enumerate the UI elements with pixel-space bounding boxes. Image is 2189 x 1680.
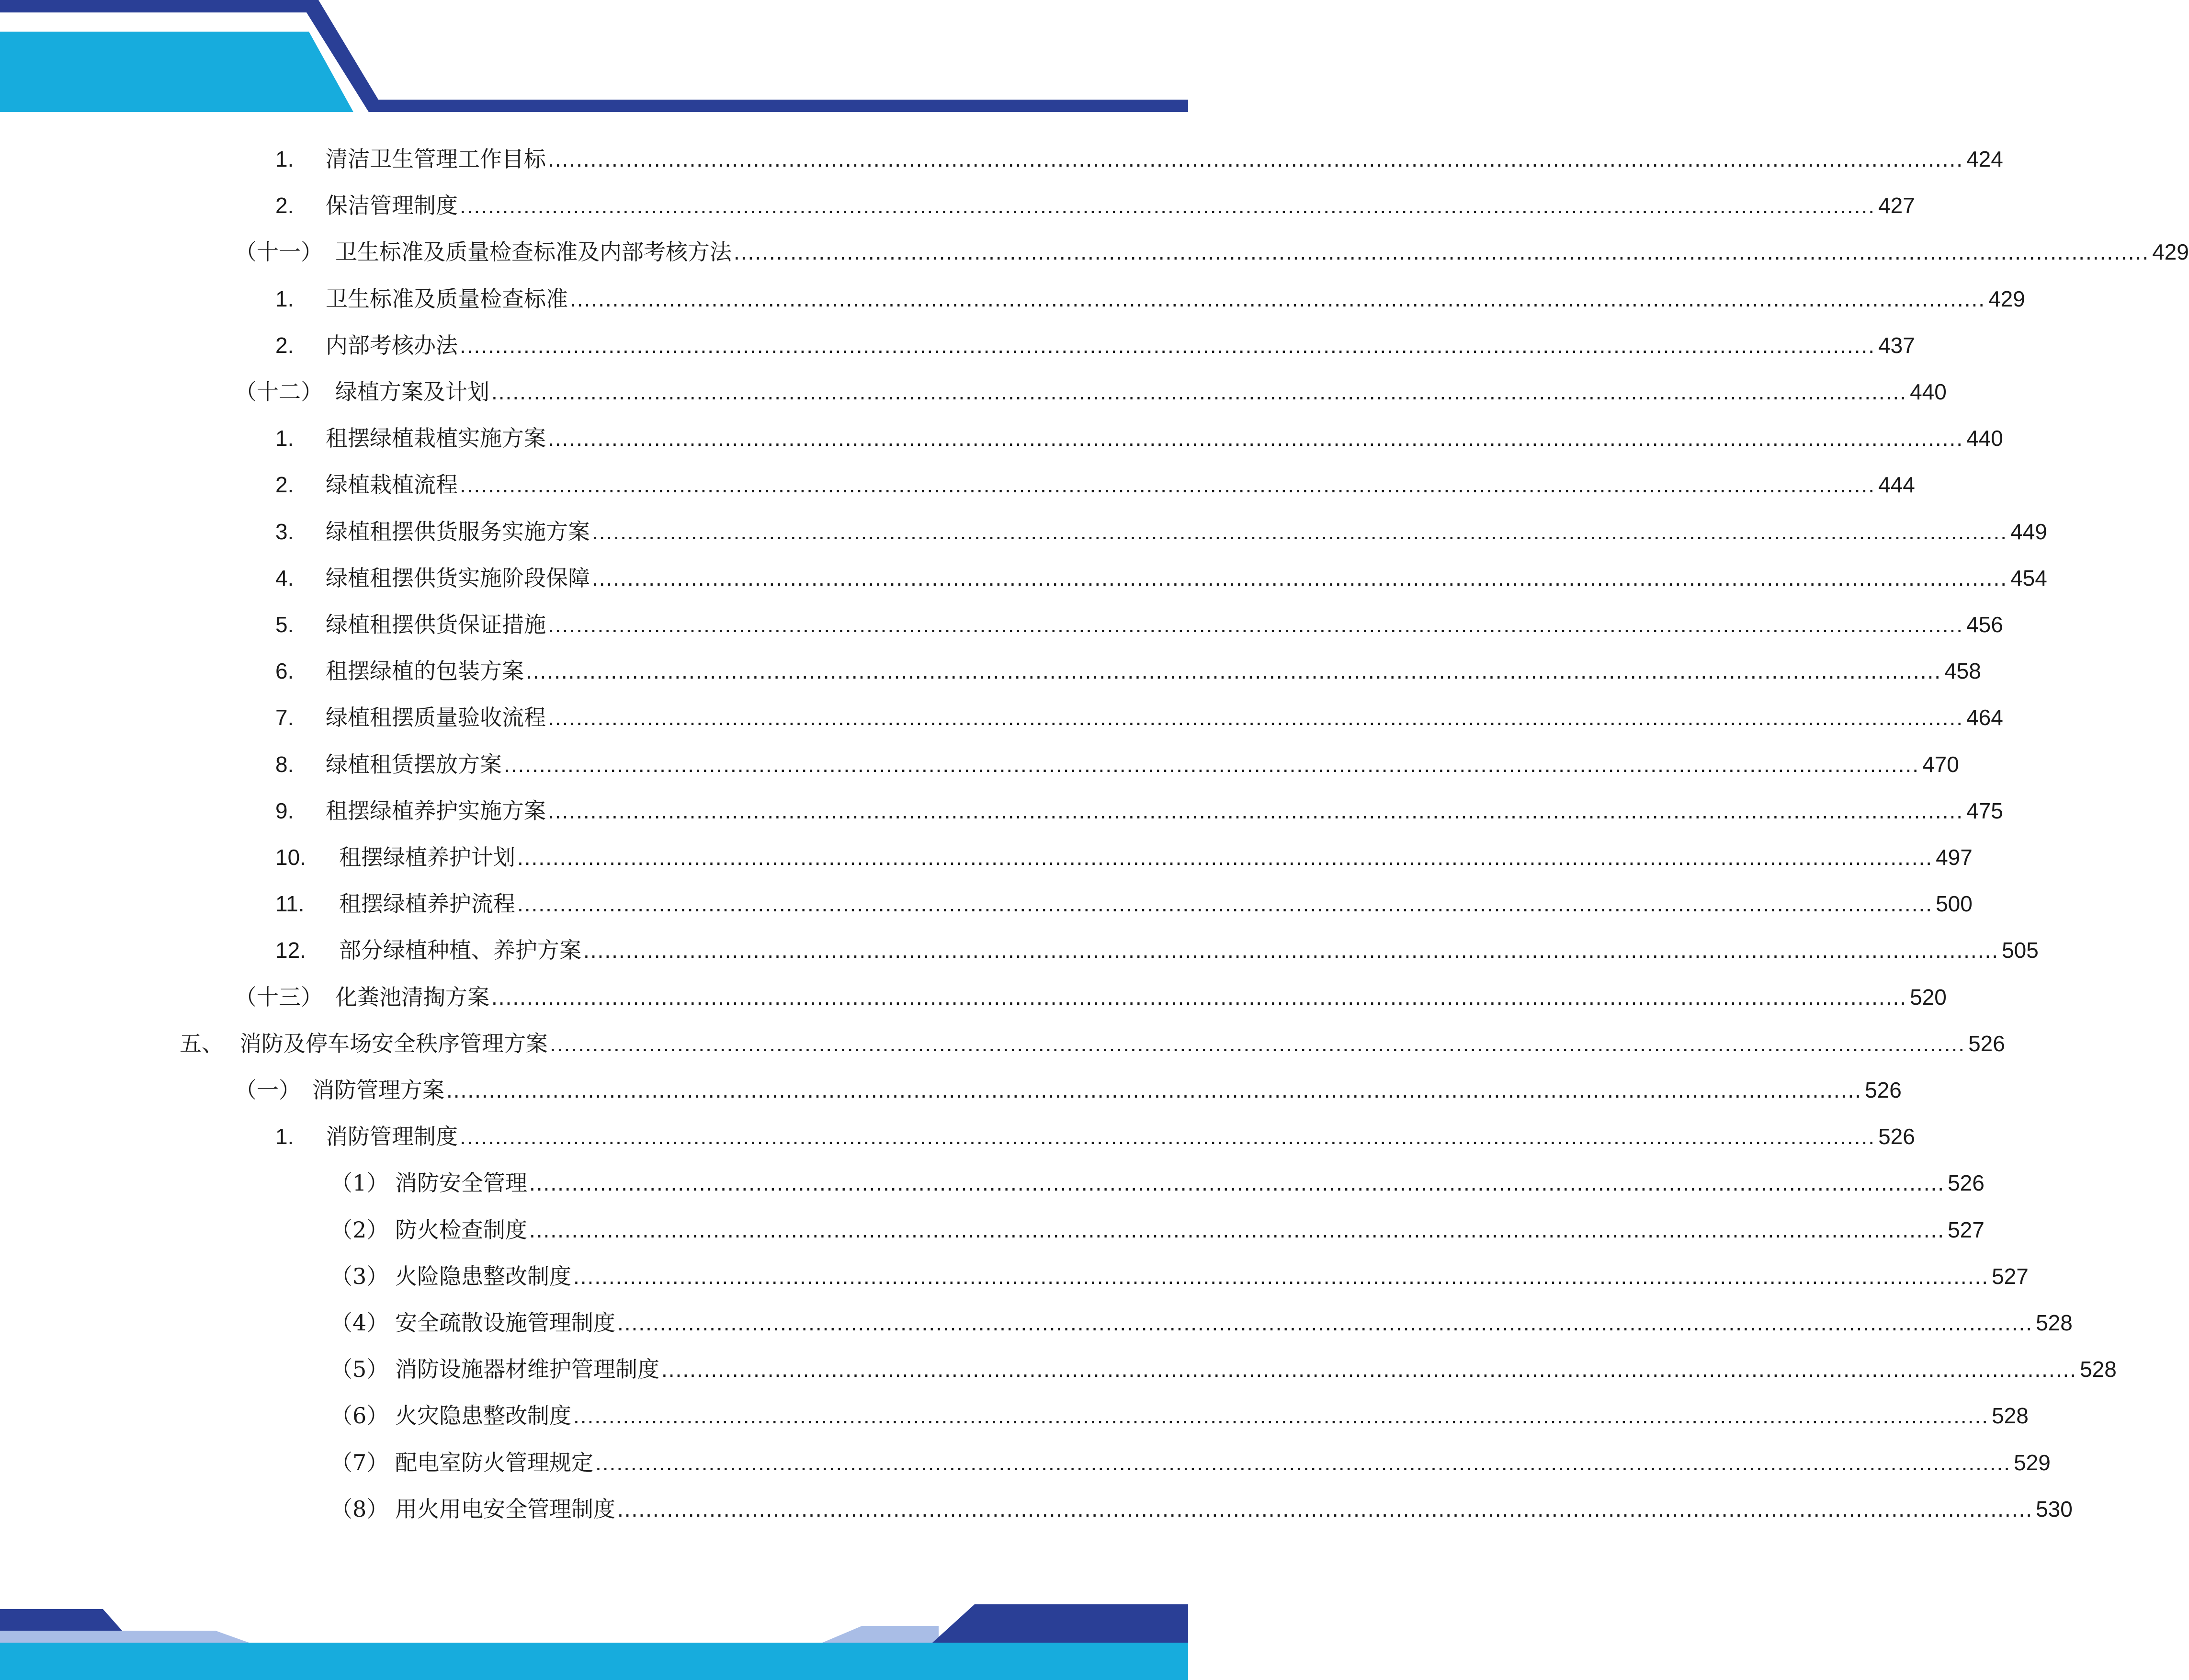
toc-entry[interactable] — [0, 885, 1973, 923]
toc-entry-line — [326, 1117, 1915, 1156]
toc-entry-title: 部分绿植种植、养护方案 — [339, 937, 581, 964]
toc-dot-leader: ........................................................................................................................................................................................................ — [548, 705, 1964, 730]
toc-entry-title: 绿植租赁摆放方案 — [326, 751, 502, 777]
toc-entry-line — [312, 1071, 1902, 1109]
toc-dot-leader: ........................................................................................................................................................................................................ — [529, 1170, 1945, 1196]
toc-entry[interactable] — [0, 931, 2039, 969]
toc-entry-line — [326, 140, 2003, 178]
toc-entry[interactable] — [0, 1350, 2117, 1388]
toc-dot-leader: ........................................................................................................................................................................................................ — [570, 286, 1986, 311]
toc-dot-leader: ........................................................................................................................................................................................................ — [548, 147, 1964, 171]
toc-entry-line — [326, 698, 2003, 737]
toc-entry[interactable] — [0, 373, 1947, 411]
toc-entry-number: 4. — [275, 565, 294, 590]
toc-dot-leader: ........................................................................................................................................................................................................ — [460, 193, 1876, 218]
toc-entry-page-number: 526 — [1865, 1078, 1902, 1102]
toc-entry-page-number: 449 — [2010, 519, 2047, 544]
toc-entry-title: 清洁卫生管理工作目标 — [326, 146, 546, 172]
toc-entry-page-number: 497 — [1936, 845, 1973, 870]
toc-entry[interactable] — [0, 605, 2003, 644]
toc-entry-number: 1. — [275, 426, 294, 451]
toc-entry-page-number: 526 — [1968, 1031, 2005, 1056]
toc-dot-leader: ........................................................................................................................................................................................................ — [548, 612, 1964, 637]
toc-entry-page-number: 526 — [1948, 1170, 1985, 1196]
toc-entry[interactable] — [0, 280, 2025, 318]
header-decoration — [0, 0, 1188, 115]
toc-entry[interactable] — [0, 1211, 1985, 1249]
toc-entry[interactable] — [0, 465, 1915, 504]
toc-entry-line — [326, 186, 1915, 225]
toc-entry-page-number: 440 — [1966, 426, 2003, 451]
toc-entry-title: 租摆绿植养护流程 — [339, 891, 515, 917]
toc-entry[interactable] — [0, 792, 2003, 830]
toc-dot-leader: ........................................................................................................................................................................................................ — [592, 565, 2008, 590]
header-light-blue-block — [0, 32, 353, 112]
toc-entry-title: 绿植租摆供货实施阶段保障 — [326, 565, 590, 591]
footer-light-blue-bar — [0, 1643, 1188, 1680]
toc-dot-leader: ........................................................................................................................................................................................................ — [573, 1263, 1989, 1289]
toc-entry[interactable] — [0, 419, 2003, 457]
toc-entry-line — [326, 745, 1959, 783]
toc-entry-page-number: 529 — [2014, 1450, 2051, 1475]
toc-entry-title: 绿植租摆供货保证措施 — [326, 612, 546, 637]
toc-entry-title: 卫生标准及质量检查标准 — [326, 285, 568, 312]
toc-entry-line — [395, 1211, 1985, 1249]
footer-dark-blue-left — [0, 1609, 122, 1631]
toc-dot-leader: ........................................................................................................................................................................................................ — [595, 1450, 2011, 1475]
toc-entry-number: 2. — [275, 472, 294, 498]
toc-dot-leader: ........................................................................................................................................................................................................ — [661, 1357, 2077, 1382]
toc-entry-number: 7. — [275, 705, 294, 730]
toc-entry-page-number: 444 — [1878, 472, 1915, 498]
toc-dot-leader: ........................................................................................................................................................................................................ — [529, 1217, 1945, 1242]
toc-entry-number: 8. — [275, 751, 294, 777]
toc-entry[interactable] — [0, 1490, 2073, 1528]
toc-entry-number: （1） — [330, 1170, 389, 1196]
toc-dot-leader: ........................................................................................................................................................................................................ — [526, 658, 1942, 684]
toc-entry-number: （十一） — [235, 239, 323, 265]
toc-entry-page-number: 505 — [2002, 938, 2039, 963]
toc-entry-page-number: 526 — [1878, 1124, 1915, 1149]
toc-dot-leader: ........................................................................................................................................................................................................ — [592, 519, 2008, 544]
toc-entry[interactable] — [0, 1117, 1915, 1156]
toc-entry-number: 1. — [275, 147, 294, 171]
toc-entry[interactable] — [0, 1304, 2073, 1342]
toc-entry-line — [326, 512, 2047, 551]
toc-entry-number: 12. — [275, 938, 306, 963]
toc-entry-line — [395, 1443, 2051, 1482]
toc-entry-line — [335, 233, 2189, 271]
toc-entry-page-number: 437 — [1878, 332, 1915, 358]
toc-entry-page-number: 454 — [2010, 565, 2047, 590]
toc-entry-title: 绿植租摆供货服务实施方案 — [326, 518, 590, 545]
toc-dot-leader: ........................................................................................................................................................................................................ — [446, 1078, 1862, 1102]
toc-entry-page-number: 520 — [1910, 984, 1947, 1010]
toc-dot-leader: ........................................................................................................................................................................................................ — [583, 938, 1999, 963]
toc-dot-leader: ........................................................................................................................................................................................................ — [504, 751, 1920, 777]
toc-entry-page-number: 456 — [1966, 612, 2003, 637]
toc-entry-line — [395, 1490, 2073, 1528]
toc-entry-page-number: 464 — [1966, 705, 2003, 730]
toc-dot-leader: ........................................................................................................................................................................................................ — [550, 1031, 1966, 1056]
footer-decoration — [0, 1604, 1188, 1680]
toc-entry-title: 消防及停车场安全秩序管理方案 — [239, 1030, 548, 1056]
footer-shapes — [0, 1604, 1188, 1680]
toc-entry[interactable] — [0, 1257, 2029, 1295]
toc-entry-title: 卫生标准及质量检查标准及内部考核方法 — [335, 239, 732, 265]
toc-entry-page-number: 427 — [1878, 193, 1915, 218]
toc-dot-leader: ........................................................................................................................................................................................................ — [548, 426, 1964, 451]
toc-entry-line — [339, 838, 1973, 876]
toc-entry[interactable] — [0, 1024, 2005, 1063]
toc-dot-leader: ........................................................................................................................................................................................................ — [573, 1403, 1989, 1429]
toc-entry[interactable] — [0, 326, 1915, 364]
header-shapes — [0, 0, 1188, 115]
toc-entry-page-number: 500 — [1936, 891, 1973, 917]
toc-entry-number: （一） — [235, 1077, 301, 1103]
toc-entry[interactable] — [0, 1443, 2051, 1482]
toc-entry-line — [335, 373, 1947, 411]
toc-entry-number: 2. — [275, 193, 294, 218]
toc-dot-leader: ........................................................................................................................................................................................................ — [617, 1496, 2033, 1521]
toc-entry[interactable] — [0, 978, 1947, 1016]
toc-entry-line — [239, 1024, 2005, 1063]
toc-dot-leader: ........................................................................................................................................................................................................ — [734, 239, 2150, 265]
toc-entry-number: 1. — [275, 1124, 294, 1149]
toc-entry-line — [339, 885, 1973, 923]
toc-entry-title: 消防安全管理 — [395, 1170, 527, 1196]
toc-entry-number: （2） — [330, 1216, 389, 1243]
toc-dot-leader: ........................................................................................................................................................................................................ — [517, 891, 1933, 917]
toc-entry-line — [395, 1396, 2029, 1435]
toc-entry-title: 绿植租摆质量验收流程 — [326, 704, 546, 731]
toc-entry-title: 绿植栽植流程 — [326, 472, 458, 498]
toc-entry-title: 租摆绿植栽植实施方案 — [326, 425, 546, 452]
toc-entry[interactable] — [0, 512, 2047, 551]
toc-entry-number: 11. — [275, 891, 305, 917]
toc-entry-line — [326, 419, 2003, 457]
toc-entry-title: 租摆绿植养护实施方案 — [326, 797, 546, 824]
toc-entry-line — [326, 652, 1981, 690]
toc-entry-title: 配电室防火管理规定 — [395, 1449, 593, 1476]
toc-entry-line — [339, 931, 2039, 969]
toc-entry[interactable] — [0, 1164, 1985, 1202]
toc-entry-number: （3） — [330, 1263, 389, 1289]
toc-entry-number: （5） — [330, 1356, 389, 1383]
toc-entry-number: 1. — [275, 286, 294, 311]
toc-entry-title: 消防设施器材维护管理制度 — [395, 1356, 659, 1383]
toc-entry[interactable] — [0, 1071, 1902, 1109]
toc-entry-line — [335, 978, 1947, 1016]
toc-entry-number: 5. — [275, 612, 294, 637]
toc-entry-page-number: 527 — [1948, 1217, 1985, 1242]
toc-entry-page-number: 527 — [1992, 1263, 2029, 1289]
toc-dot-leader: ........................................................................................................................................................................................................ — [460, 332, 1876, 358]
toc-entry-line — [395, 1350, 2117, 1388]
toc-entry-title: 租摆绿植的包装方案 — [326, 658, 524, 684]
toc-entry-title: 火险隐患整改制度 — [395, 1263, 571, 1289]
toc-entry-number: （8） — [330, 1496, 389, 1522]
toc-entry-title: 消防管理方案 — [312, 1077, 444, 1103]
toc-dot-leader: ........................................................................................................................................................................................................ — [460, 1124, 1876, 1149]
toc-entry[interactable] — [0, 1396, 2029, 1435]
toc-entry-line — [326, 326, 1915, 364]
toc-entry-line — [395, 1304, 2073, 1342]
toc-entry-page-number: 528 — [2080, 1357, 2117, 1382]
toc-entry-page-number: 470 — [1922, 751, 1959, 777]
toc-entry-page-number: 424 — [1966, 147, 2003, 171]
toc-entry-number: （7） — [330, 1449, 389, 1476]
toc-entry-title: 消防管理制度 — [326, 1124, 458, 1150]
toc-entry-number: 10. — [275, 845, 306, 870]
toc-entry-title: 化粪池清掏方案 — [335, 984, 489, 1010]
toc-entry-page-number: 440 — [1910, 379, 1947, 404]
toc-dot-leader: ........................................................................................................................................................................................................ — [491, 379, 1907, 404]
toc-entry[interactable] — [0, 559, 2047, 597]
toc-entry[interactable] — [0, 233, 2189, 271]
toc-entry[interactable] — [0, 140, 2003, 178]
toc-entry-line — [326, 605, 2003, 644]
toc-entry-line — [326, 559, 2047, 597]
toc-entry-page-number: 528 — [2036, 1310, 2073, 1335]
toc-entry-page-number: 530 — [2036, 1496, 2073, 1521]
toc-dot-leader: ........................................................................................................................................................................................................ — [548, 798, 1964, 823]
toc-entry-number: 3. — [275, 519, 294, 544]
toc-entry-title: 保洁管理制度 — [326, 193, 458, 219]
toc-entry-page-number: 458 — [1944, 658, 1981, 684]
toc-entry-line — [326, 792, 2003, 830]
toc-entry-title: 安全疏散设施管理制度 — [395, 1310, 615, 1336]
toc-entry-title: 绿植方案及计划 — [335, 379, 489, 405]
toc-entry-number: 五、 — [180, 1030, 224, 1056]
toc-entry-number: （十二） — [235, 379, 323, 405]
toc-entry-title: 用火用电安全管理制度 — [395, 1496, 615, 1522]
toc-entry-page-number: 528 — [1992, 1403, 2029, 1429]
toc-entry-line — [395, 1257, 2029, 1295]
toc-entry[interactable] — [0, 652, 1981, 690]
toc-entry-line — [326, 280, 2025, 318]
toc-entry[interactable] — [0, 838, 1973, 876]
toc-entry-number: （4） — [330, 1310, 389, 1336]
toc-entry[interactable] — [0, 698, 2003, 737]
toc-entry-number: 2. — [275, 332, 294, 358]
toc-entry-page-number: 429 — [2152, 239, 2189, 265]
toc-entry-line — [395, 1164, 1985, 1202]
toc-dot-leader: ........................................................................................................................................................................................................ — [460, 472, 1876, 498]
toc-entry-title: 防火检查制度 — [395, 1216, 527, 1243]
toc-entry-line — [326, 465, 1915, 504]
toc-dot-leader: ........................................................................................................................................................................................................ — [617, 1310, 2033, 1335]
toc-entry[interactable] — [0, 186, 1915, 225]
toc-entry-number: 6. — [275, 658, 294, 684]
toc-entry-page-number: 475 — [1966, 798, 2003, 823]
toc-dot-leader: ........................................................................................................................................................................................................ — [491, 984, 1907, 1010]
toc-entry-page-number: 429 — [1988, 286, 2025, 311]
toc-entry-title: 租摆绿植养护计划 — [339, 844, 515, 870]
toc-entry-title: 火灾隐患整改制度 — [395, 1403, 571, 1429]
toc-entry-number: 9. — [275, 798, 294, 823]
toc-entry-title: 内部考核办法 — [326, 332, 458, 358]
toc-entry[interactable] — [0, 745, 1959, 783]
toc-entry-number: （十三） — [235, 984, 323, 1010]
toc-entry-number: （6） — [330, 1403, 389, 1429]
toc-dot-leader: ........................................................................................................................................................................................................ — [517, 845, 1933, 870]
